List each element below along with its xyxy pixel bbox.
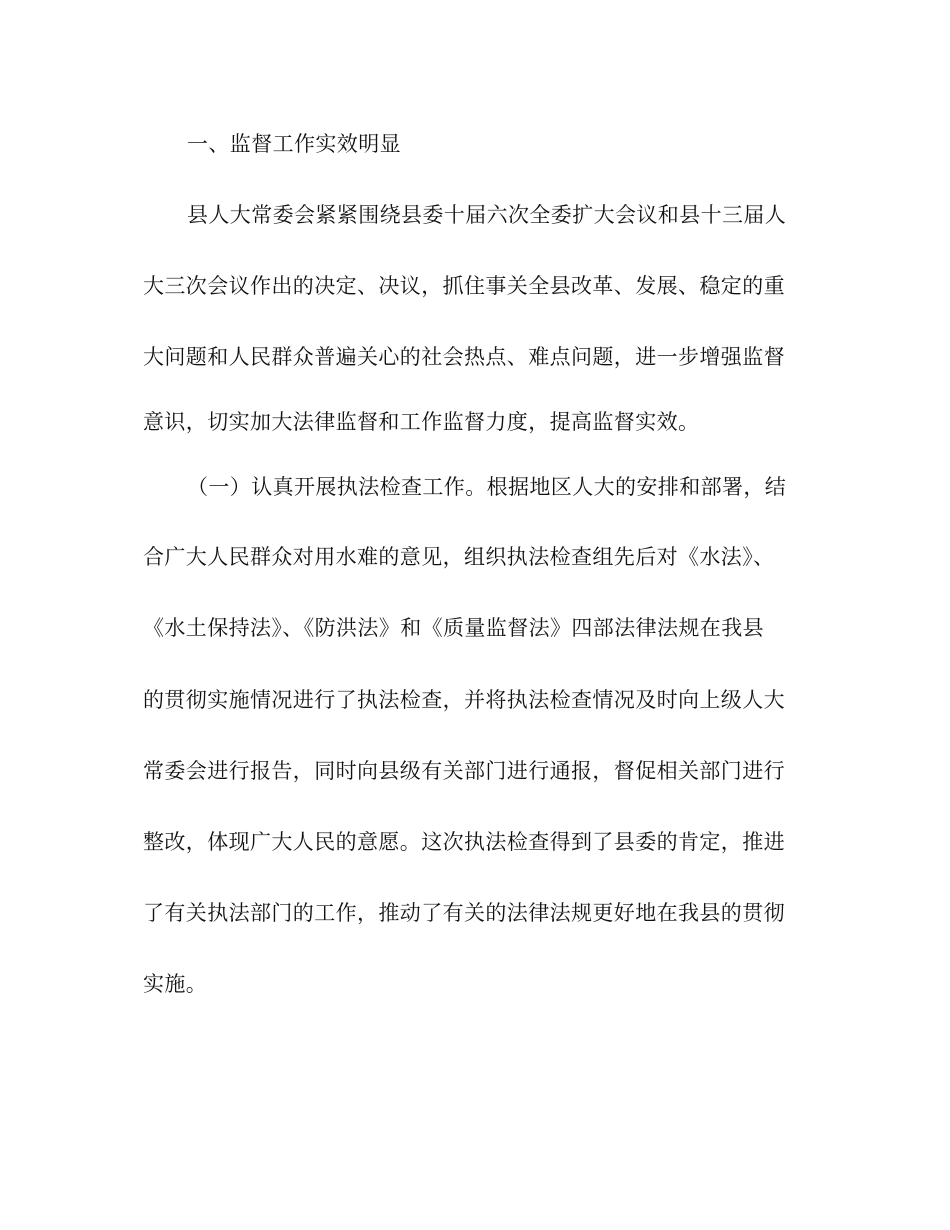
paragraph-1-line-2: 大三次会议作出的决定、决议，抓住事关全县改革、发展、稳定的重 — [143, 274, 785, 298]
paragraph-1-line-1: 县人大常委会紧紧围绕县委十届六次全委扩大会议和县十三届人 — [187, 203, 787, 227]
paragraph-2-line-7: 了有关执法部门的工作，推动了有关的法律法规更好地在我县的贯彻 — [143, 901, 785, 925]
paragraph-2-line-2: 合广大人民群众对用水难的意见，组织执法检查组先后对《水法》、 — [143, 545, 775, 569]
paragraph-2-line-5: 常委会进行报告，同时向县级有关部门进行通报，督促相关部门进行 — [143, 759, 785, 783]
section-heading: 一、监督工作实效明显 — [187, 132, 401, 156]
paragraph-2-line-8: 实施。 — [143, 972, 208, 996]
paragraph-2-line-4: 的贯彻实施情况进行了执法检查，并将执法检查情况及时向上级人大 — [143, 688, 785, 712]
paragraph-2-line-3: 《水土保持法》、《防洪法》和《质量监督法》四部法律法规在我县 — [143, 616, 764, 640]
paragraph-2-line-6: 整改，体现广大人民的意愿。这次执法检查得到了县委的肯定，推进 — [143, 830, 785, 854]
paragraph-2-line-1: （一）认真开展执法检查工作。根据地区人大的安排和部署，结 — [187, 475, 787, 499]
paragraph-1-line-4: 意识，切实加大法律监督和工作监督力度，提高监督实效。 — [143, 410, 700, 434]
paragraph-1-line-3: 大问题和人民群众普遍关心的社会热点、难点问题，进一步增强监督 — [143, 345, 785, 369]
